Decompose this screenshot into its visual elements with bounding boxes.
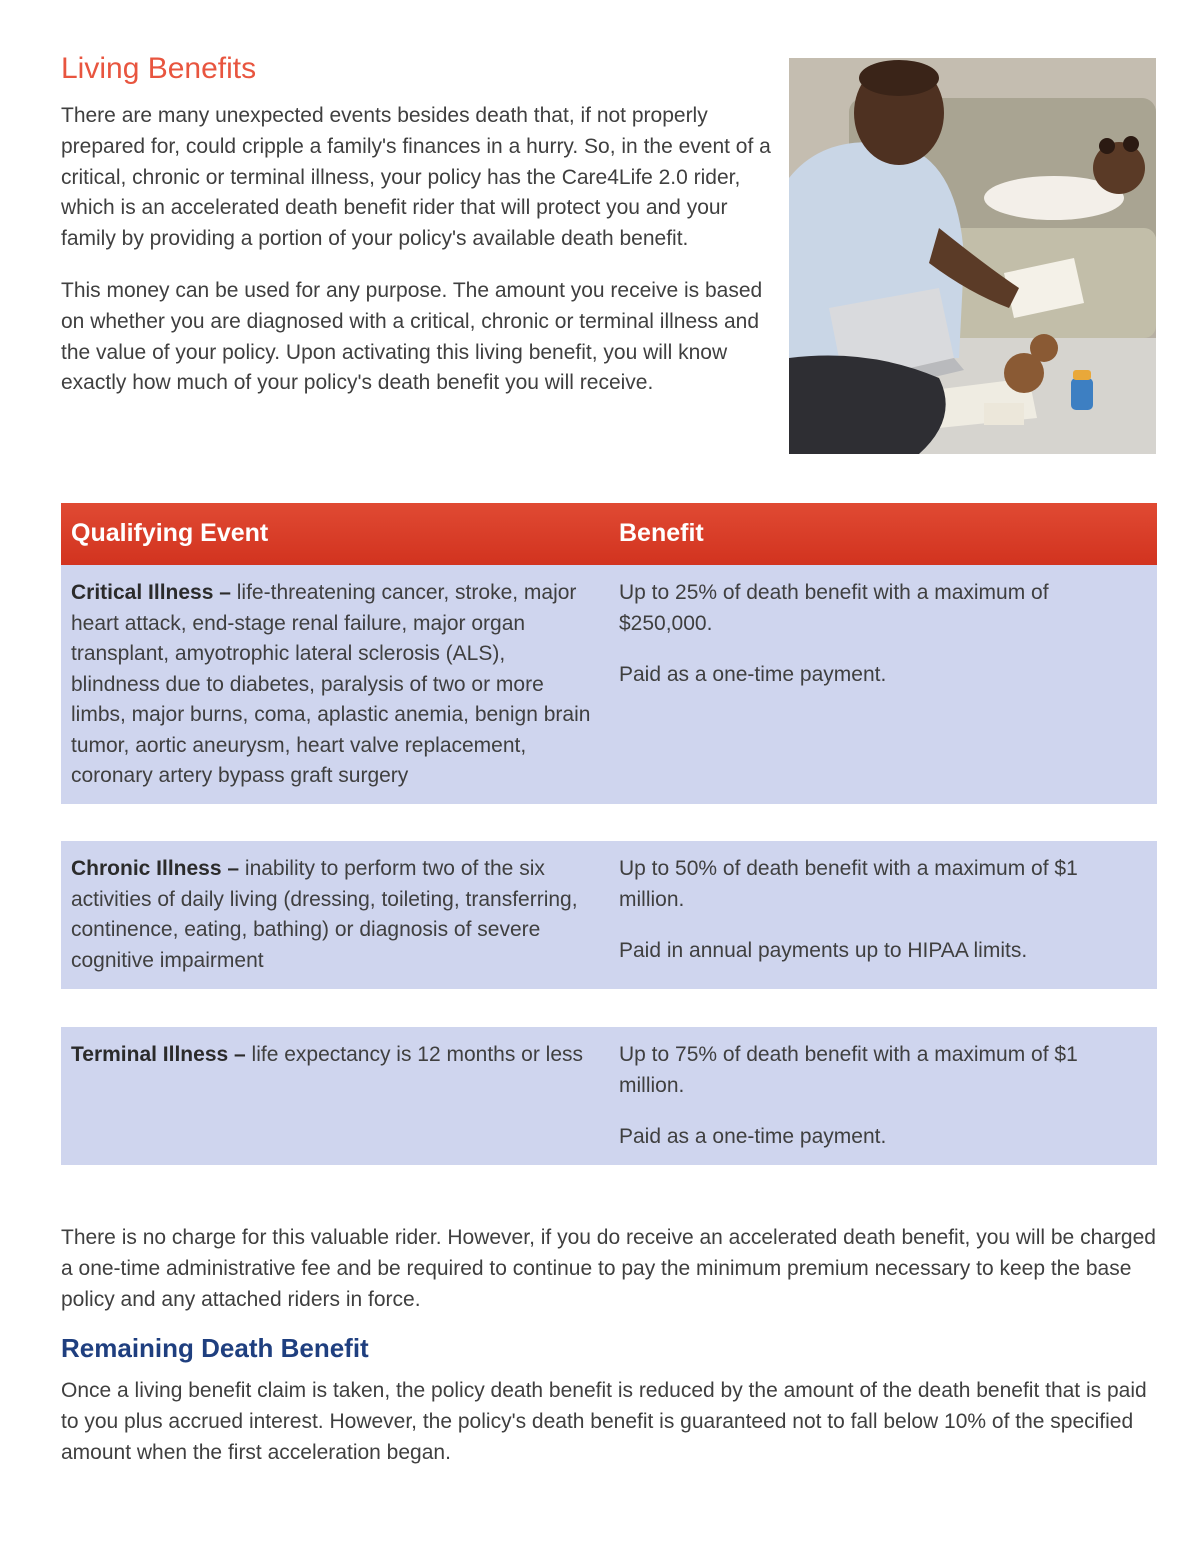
remaining-death-benefit-heading: Remaining Death Benefit [61,1333,369,1363]
event-name: Terminal Illness – [71,1043,246,1066]
table-header [61,503,1157,565]
benefit-payment: Paid in annual payments up to HIPAA limits. [619,939,1028,962]
page-title: Living Benefits [61,52,257,85]
header-benefit: Benefit [619,519,704,547]
table-row [61,565,1157,804]
intro-paragraph-2: This money can be used for any purpose. The amount you receive is based on whether you are diagnosed with a critical, chronic or terminal illness and the value of your policy. Upon activating this living benefit, you will know exactly how much of your policy's death benefit you will receive. [61,278,763,395]
table-row [61,841,1157,989]
benefit-amount: Up to 25% of death benefit with a maximum of $250,000. [619,581,1049,635]
benefit-payment: Paid as a one-time payment. [619,663,887,686]
event-cell [71,854,596,976]
benefit-cell [619,578,1119,712]
event-cell [71,578,596,792]
intro-section [61,101,773,420]
benefit-payment: Paid as a one-time payment. [619,1125,887,1148]
benefit-cell [619,854,1119,988]
benefit-amount: Up to 75% of death benefit with a maximum of $1 million. [619,1043,1078,1097]
benefit-amount: Up to 50% of death benefit with a maximum of $1 million. [619,857,1078,911]
event-description: life-threatening cancer, stroke, major heart attack, end-stage renal failure, major organ transplant, amyotrophic lateral sclerosis (ALS), blindness due to diabetes, paralysis of two or more limbs, major burns, coma, aplastic anemia, benign brain tumor, aortic aneurysm, heart valve replacement, coronary artery bypass graft surgery [71,581,591,787]
event-name: Chronic Illness – [71,857,240,880]
photo-father-and-daughter-image [789,58,1156,454]
event-cell [71,1040,596,1071]
intro-paragraph-1: There are many unexpected events besides death that, if not properly prepared for, could cripple a family's finances in a hurry. So, in the event of a critical, chronic or terminal illness, your policy has the Care4Life 2.0 rider, which is an accelerated death benefit rider that will protect you and your family by providing a portion of your policy's available death benefit. [61,104,771,251]
remaining-death-benefit-paragraph: Once a living benefit claim is taken, the policy death benefit is reduced by the amount of the death benefit that is paid to you plus accrued interest. However, the policy's death benefit is guaranteed not to fall below 10% of the specified amount when the first acceleration began. [61,1379,1147,1464]
event-description: inability to perform two of the six activities of daily living (dressing, toileting, transferring, continence, eating, bathing) or diagnosis of severe cognitive impairment [71,857,578,972]
event-description: life expectancy is 12 months or less [251,1043,584,1066]
table-row [61,1027,1157,1165]
event-name: Critical Illness – [71,581,231,604]
benefit-cell [619,1040,1119,1174]
closing-paragraph: There is no charge for this valuable rider. However, if you do receive an accelerated death benefit, you will be charged a one-time administrative fee and be required to continue to pay the minimum premium necessary to keep the base policy and any attached riders in force. [61,1226,1156,1311]
header-qualifying-event: Qualifying Event [71,519,269,547]
